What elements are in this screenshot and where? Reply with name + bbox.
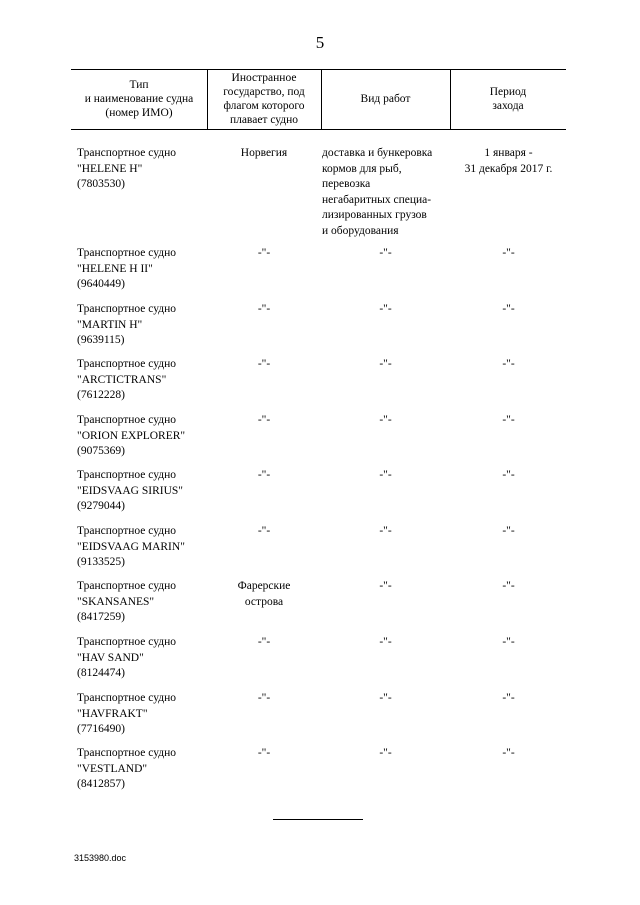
period-cell: -"- <box>502 414 515 426</box>
footer-file-name: 3153980.doc <box>74 853 127 863</box>
work-type-cell: -"- <box>379 692 392 704</box>
period-cell: -"- <box>502 358 515 370</box>
work-type-cell: -"- <box>379 469 392 481</box>
header-flag-state: Иностранное государство, под флагом которого плавает судно <box>223 72 305 126</box>
flag-state-cell: -"- <box>257 636 271 648</box>
flag-state-cell: -"- <box>257 692 271 704</box>
work-type-cell: -"- <box>379 303 392 315</box>
vessel-name-cell: Транспортное судно "ORION EXPLORER" (9075369) <box>77 414 186 457</box>
period-cell: -"- <box>502 580 515 592</box>
vessel-name-cell: Транспортное судно "HELENE H" (7803530) <box>77 147 176 190</box>
period-cell: -"- <box>502 247 515 259</box>
flag-state-cell: Норвегия <box>240 147 288 159</box>
vessel-name-cell: Транспортное судно "SKANSANES" (8417259) <box>77 580 176 623</box>
vessel-name-cell: Транспортное судно "HAV SAND" (8124474) <box>77 636 176 679</box>
flag-state-cell: Фарерские острова <box>237 580 291 608</box>
period-cell: -"- <box>502 469 515 481</box>
header-vessel-type: Тип и наименование судна (номер ИМО) <box>84 79 194 119</box>
header-work-type: Вид работ <box>360 93 411 105</box>
header-period: Период захода <box>489 86 527 112</box>
work-type-cell: -"- <box>379 358 392 370</box>
vessel-name-cell: Транспортное судно "MARTIN H" (9639115) <box>77 303 176 346</box>
flag-state-cell: -"- <box>257 358 271 370</box>
end-of-document-rule <box>273 819 363 820</box>
work-type-cell: -"- <box>379 747 392 759</box>
header-bottom-rule <box>71 129 566 130</box>
work-type-cell: -"- <box>379 525 392 537</box>
page-number: 5 <box>315 33 325 52</box>
flag-state-cell: -"- <box>257 469 271 481</box>
period-cell: -"- <box>502 303 515 315</box>
flag-state-cell: -"- <box>257 247 271 259</box>
flag-state-cell: -"- <box>257 414 271 426</box>
work-type-cell: -"- <box>379 636 392 648</box>
period-cell: -"- <box>502 636 515 648</box>
flag-state-cell: -"- <box>257 525 271 537</box>
vessel-name-cell: Транспортное судно "HELENE H II" (9640449) <box>77 247 176 290</box>
period-cell: 1 января - 31 декабря 2017 г. <box>464 147 553 175</box>
work-type-cell: -"- <box>379 247 392 259</box>
period-cell: -"- <box>502 692 515 704</box>
flag-state-cell: -"- <box>257 303 271 315</box>
vessel-name-cell: Транспортное судно "VESTLAND" (8412857) <box>77 747 176 790</box>
work-type-cell: -"- <box>379 580 392 592</box>
work-type-cell: доставка и бункеровка кормов для рыб, перевозка негабаритных специа- лизированных грузов и оборудования <box>322 147 433 237</box>
flag-state-cell: -"- <box>257 747 271 759</box>
period-cell: -"- <box>502 525 515 537</box>
vessel-name-cell: Транспортное судно "EIDSVAAG SIRIUS" (9279044) <box>77 469 183 512</box>
vessel-name-cell: Транспортное судно "ARCTICTRANS" (7612228) <box>77 358 176 401</box>
period-cell: -"- <box>502 747 515 759</box>
vessel-name-cell: Транспортное судно "EIDSVAAG MARIN" (9133525) <box>77 525 185 568</box>
work-type-cell: -"- <box>379 414 392 426</box>
vessel-name-cell: Транспортное судно "HAVFRAKT" (7716490) <box>77 692 176 735</box>
